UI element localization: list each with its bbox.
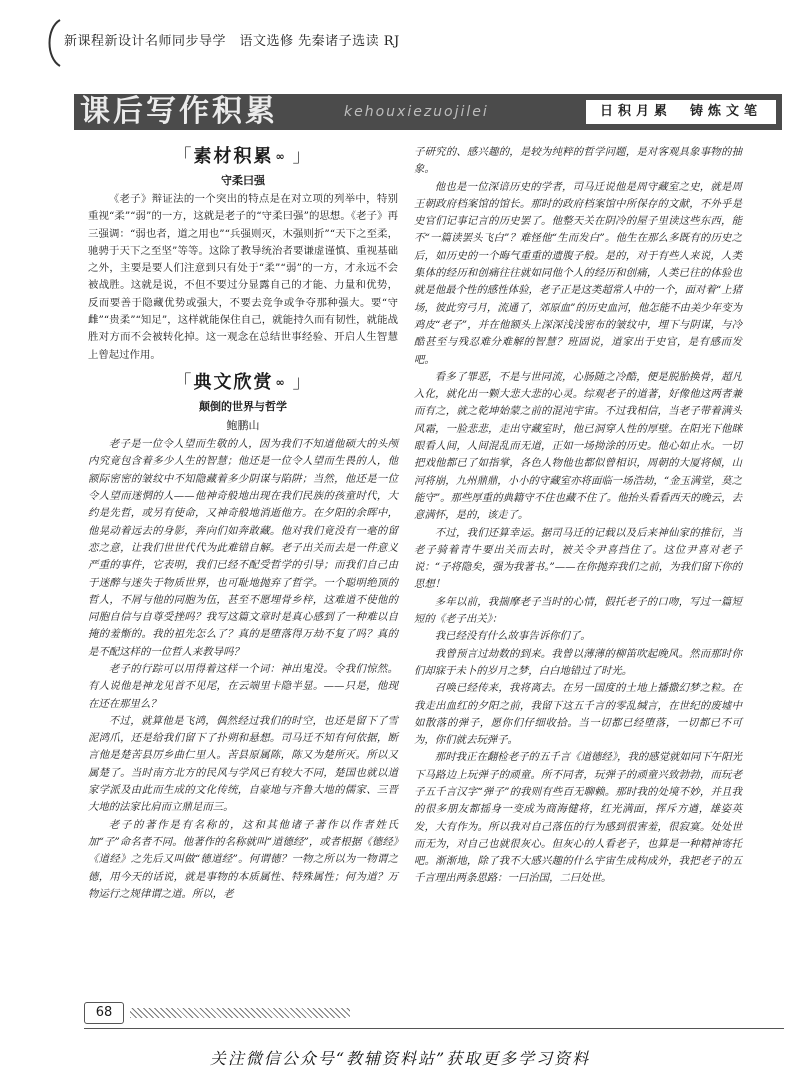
footer-divider [84,1028,784,1029]
essay-paragraph: 我已经没有什么故事告诉你们了。 [434,630,591,643]
right-column [414,144,742,888]
banner-pinyin: kehouxiezuojilei [344,104,489,120]
essay-title: 颠倒的世界与哲学 [199,399,287,413]
essay-paragraph: 不过，我们还算幸运。据司马迁的记载以及后来神仙家的推衍，当老子骑着青牛要出关而去时，被关令尹喜挡住了。这位尹喜对老子说：“子将隐矣，强为我著书。”——在你抛弃我们之前，为我们留下你的思想！ [414,526,742,591]
footer-hatch-decoration [130,1008,350,1018]
essay-paragraph: 他也是一位深谙历史的学者，司马迁说他是周守藏室之史，就是周王朝政府档案馆的馆长。那时的政府档案馆中所保存的文献，不外乎是史官们记事记言的历史罢了。他整天关在阴冷的屋子里读这些东西，能不“一篇读罢头飞白”？难怪他“生而发白”。他生在那么多既有的历史之后，如历史的一个晦气重重的遗腹子般。是的，对于有些人来说，人类集体的经历和创痛往往就如同他个人的经历和创痛，人类已往的体验也就是他最个性的感性体验，老子正是这类超常人中的一个，面对着“上猪场，彼此穷弓月，流通了，郊原血”的历史血河，他怎能不由美少年变为鸡皮“老子”，并在他额头上深深浅浅密布的皱纹中，埋下与阴谋，与冷酷甚至与残忍难分难解的智慧？班固说，道家出于史官，是有感而发吧。 [414,180,742,366]
banner-title: 课后写作积累 [80,94,278,129]
section-heading-material-label: 素材积累 [193,146,274,167]
essay-author: 鲍鹏山 [226,418,260,432]
essay-paragraph: 召唤已经传来，我将离去。在另一国度的土地上播撒幻梦之粒。在我走出血红的夕阳之前，我留下这五千言的零乱缄言，在世纪的废墟中如散落的弹子，愿你们仔细收拾。当一切都已经堕落，一切都已不可为，你们就去玩弹子。 [414,682,742,747]
left-column [88,140,398,903]
article-title: 守柔曰强 [221,173,265,187]
running-head: 新课程新设计名师同步导学 语文选修 先秦诸子选读 RJ [64,34,400,49]
page-number: 68 [84,1002,124,1024]
essay-paragraph: 子研究的、感兴趣的，是较为纯粹的哲学问题，是对客观具象事物的抽象。 [414,146,742,176]
section-heading-classic: 「典文欣赏 ∞ 」 [173,371,313,393]
ornament-icon: ∞ [275,376,293,390]
section-heading-material: 「素材积累 ∞ 」 [173,146,313,167]
essay-paragraph: 那时我正在翻检老子的五千言《道德经》，我的感觉就如同下午阳光下马路边上玩弹子的顽童。所不同者，玩弹子的顽童兴致勃勃，而玩老子五千言汉字“弹子”的我则有些百无聊赖。那时我的处境不妙，并且我的很多朋友都摇身一变成为商海健将，红光满面，挥斥方遒，雄姿英发，大有作为。所以我对自己落伍的行为感到很害羞，很寂寞。处处世而无为，对自己也就很灰心。但灰心的人看老子，也算是一种精神寄托吧。渐渐地，除了我不大感兴趣的什么宇宙生成构成外，我把老子的五千言理出两条思路：一曰治国，二曰处世。 [414,751,742,885]
essay-paragraph: 老子的著作是有名称的，这和其他诸子著作以作者姓氏加“子”命名者不同。他著作的名称就叫“道德经”，或者根据《德经》《道经》之先后又叫做“德道经”。何谓德？一物之所以为一物谓之德，用今天的话说，就是事物的本质属性、特殊属性；何为道？万物运行之规律谓之道。所以，老 [88,818,398,900]
essay-paragraph: 老子的行踪可以用得着这样一个词：神出鬼没。令我们惊然。有人说他是神龙见首不见尾，在云端里卡隐半显。——只是，他现在还在那里么？ [88,663,398,710]
essay-paragraph: 不过，就算他是飞鸿，偶然经过我们的时空，也还是留下了雪泥鸿爪，还是给我们留下了扑朔和悬想。司马迁不知有何依据，断言他是楚苦县厉乡曲仁里人。苦县原属陈，陈又为楚所灭。所以又属楚了。当时南方北方的民风与学风已有较大不同，楚国也就以道家学派及由此而生成的文化传统，自豪地与齐鲁大地的儒家、三晋大地的法家比肩而立鼎足而三。 [88,714,398,814]
header-bracket-ornament [38,18,64,68]
section-heading-classic-label: 典文欣赏 [193,371,274,393]
article-paragraph: 《老子》辩证法的一个突出的特点是在对立项的列举中，特别重视“柔”“弱”的一方，这就是老子的“守柔曰强”的思想。《老子》再三强调：“弱也者，道之用也”“兵强则灭，木强则折”“天下之至柔，驰骋于天下之至坚”等等。这除了教导统治者要谦虚谨慎、重视基础之外，主要是要人们注意到只有处于“柔”“弱”的一方，才永远不会被战胜。这就是说，不但不要过分显露自己的才能、力量和优势，反而要善于隐藏优势或强大，不要去竞争或争夺那种强大。要“守雌”“贵柔”“知足”，这样就能保住自己，就能持久而有韧性，就能战胜对方而不会被转化掉。这一观念在总结世事经验、开启人生智慧上曾起过作用。 [88,192,398,361]
ornament-icon: ∞ [275,150,293,164]
essay-paragraph: 我曾预言过劫数的到来。我曾以薄薄的柳笛吹起晚风。然而那时你们却寐于未卜的岁月之梦，白白地错过了时光。 [414,647,742,677]
essay-paragraph: 多年以前，我揣摩老子当时的心情，假托老子的口吻，写过一篇短短的《老子出关》： [414,595,742,626]
essay-paragraph: 老子是一位令人望而生敬的人，因为我们不知道他硕大的头颅内究竟包含着多少人生的智慧；他还是一位令人望而生畏的人，他额际密密的皱纹中不知隐藏着多少阴谋与陷阱；当然，他还是一位令人望而迷惘的人——他神奇般地出现在我们民族的孩童时代，大约是先哲，或另有使命，又神奇般地消逝他方。在夕阳的余晖中，他晃动着远去的身影，奔向们如奔敢藏。他对我们竟没有一毫的留恋之意，让我们世世代代为此难错自解。老子出关而去是一件意义严重的事件，它表明，我们已经不配受哲学的引导；而我们自己由于迷醉与迷失于物质世界，也可耻地抛弃了哲学。一个聪明绝顶的哲人，不屑与他的同胞为伍，甚至不愿埋骨乡梓，这难道不使他的同胞自信与自尊受挫吗？我写这篇文章时是真心感到了一种难以自掩的羞惭的。我的祖先怎么了？真的是堕落得万劫不复了吗？真的是不配这样的一位哲人来教导吗？ [88,438,398,658]
footer-promo: 关注微信公众号“教辅资料站”获取更多学习资料 [209,1049,591,1068]
essay-paragraph: 看多了罪恶，不是与世同流，心肠随之冷酷，便是脱胎换骨，超凡入化，就化出一颗大悲大悲的心灵。综观老子的道著，好像他这两者兼而有之，就之乾坤始蒙之前的混沌宇宙。不过我相信，当老子带着满头风霜，一脸悲悲，走出守藏室时，他已洞穿人性的厚壁。在阳光下他眯眼看人间，人间混乱而无道，正如一场拗涂的历史。他心如止水。一切把戏他都已了如指掌，各色人物他也都似曾相识，周朝的大厦将倾，山河将崩，九州鼎鼎，小小的守藏室亦将面临一场浩劫，“金玉满堂，莫之能守”。那些厚重的典籍守不住也藏不住了。他抬头看看西天的晚云，去意满怀，是的，该走了。 [414,370,742,522]
banner-motto: 日积月累 铸炼文笔 [586,100,776,124]
section-banner [74,94,782,130]
